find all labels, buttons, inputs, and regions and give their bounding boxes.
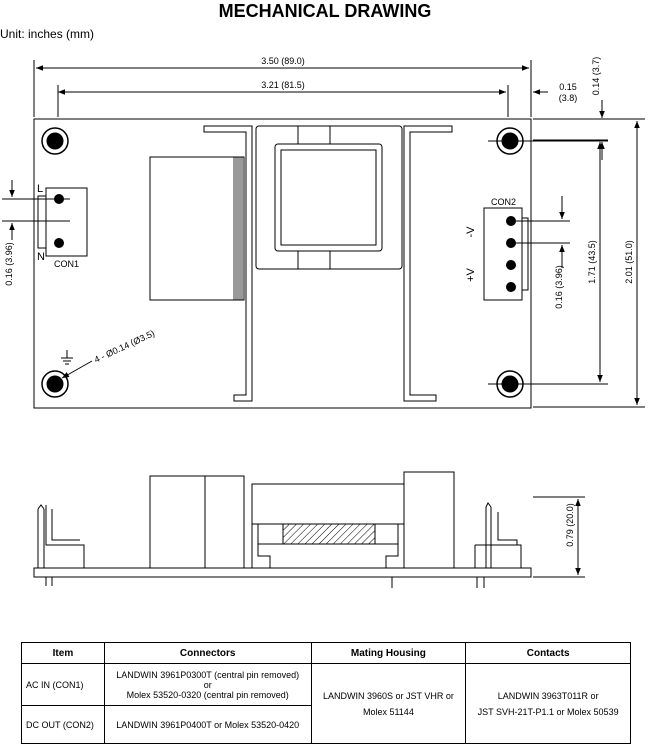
mounting-hole-tl (42, 128, 68, 154)
table-header: Mating Housing (311, 643, 466, 664)
con1-connector (38, 188, 87, 256)
con2-neg: -V (465, 226, 477, 238)
table-cell-connector (104, 664, 311, 706)
table-cell-connector: LANDWIN 3961P0400T or Molex 53520-0420 (104, 706, 311, 744)
page-title: MECHANICAL DRAWING (218, 1, 432, 21)
con2-pos: +V (465, 268, 477, 282)
housing-line: Molex 51144 (362, 706, 414, 717)
side-board (34, 568, 531, 577)
dim-hole-offset-x-in: 0.15 (559, 82, 577, 92)
ground-icon (61, 350, 73, 364)
side-core-hatch (283, 524, 375, 544)
table-row (22, 664, 631, 706)
dim-overall-height: 2.01 (51.0) (624, 240, 634, 284)
con1-pin-n: N (37, 251, 45, 263)
hole-callout: 4 - Ø0.14 (Ø3.5) (92, 328, 157, 365)
heatsink-left (204, 126, 252, 401)
unit-note: Unit: inches (mm) (0, 27, 95, 41)
connector-line: Molex 53520-0320 (central pin removed) (126, 689, 289, 700)
table-cell-item: AC IN (CON1) (22, 664, 105, 706)
heatsink-right (404, 126, 452, 401)
dim-side-height: 0.79 (20.0) (565, 503, 575, 547)
con1-pin-l: L (37, 183, 44, 195)
con2-label: CON2 (491, 197, 517, 207)
dim-hole-offset-y: 0.14 (3.7) (591, 56, 601, 96)
contacts-line: LANDWIN 3963T011R or (497, 690, 599, 701)
dim-con2-pitch: 0.16 (3.96) (554, 265, 564, 309)
table-cell-item: DC OUT (CON2) (22, 706, 105, 744)
side-transformer-left (150, 476, 244, 568)
con2-connector (484, 208, 528, 300)
table-header-row (22, 643, 631, 664)
dim-overall-width: 3.50 (89.0) (261, 56, 305, 66)
side-component-right (404, 472, 454, 568)
mounting-hole-bl (42, 371, 68, 397)
dim-hole-pitch-y: 1.71 (43.5) (587, 240, 597, 284)
board-outline (34, 119, 531, 408)
con1-label: CON1 (54, 259, 80, 269)
table-cell-contacts (466, 664, 631, 744)
table-header: Connectors (104, 643, 311, 664)
connector-line: or (203, 679, 212, 690)
table-header: Item (22, 643, 105, 664)
dim-hole-pitch-x: 3.21 (81.5) (261, 80, 305, 90)
dim-hole-offset-x-mm: (3.8) (558, 93, 578, 103)
connector-line: LANDWIN 3961P0300T (central pin removed) (116, 669, 300, 680)
transformer-center (256, 126, 402, 269)
transformer-left (150, 157, 244, 300)
table-cell-housing (311, 664, 466, 744)
connector-table (21, 642, 631, 744)
dim-con1-pitch: 0.16 (3.96) (4, 242, 14, 286)
contacts-line: JST SVH-21T-P1.1 or Molex 50539 (477, 706, 619, 717)
housing-line: LANDWIN 3960S or JST VHR or (322, 690, 454, 701)
table-header: Contacts (466, 643, 631, 664)
